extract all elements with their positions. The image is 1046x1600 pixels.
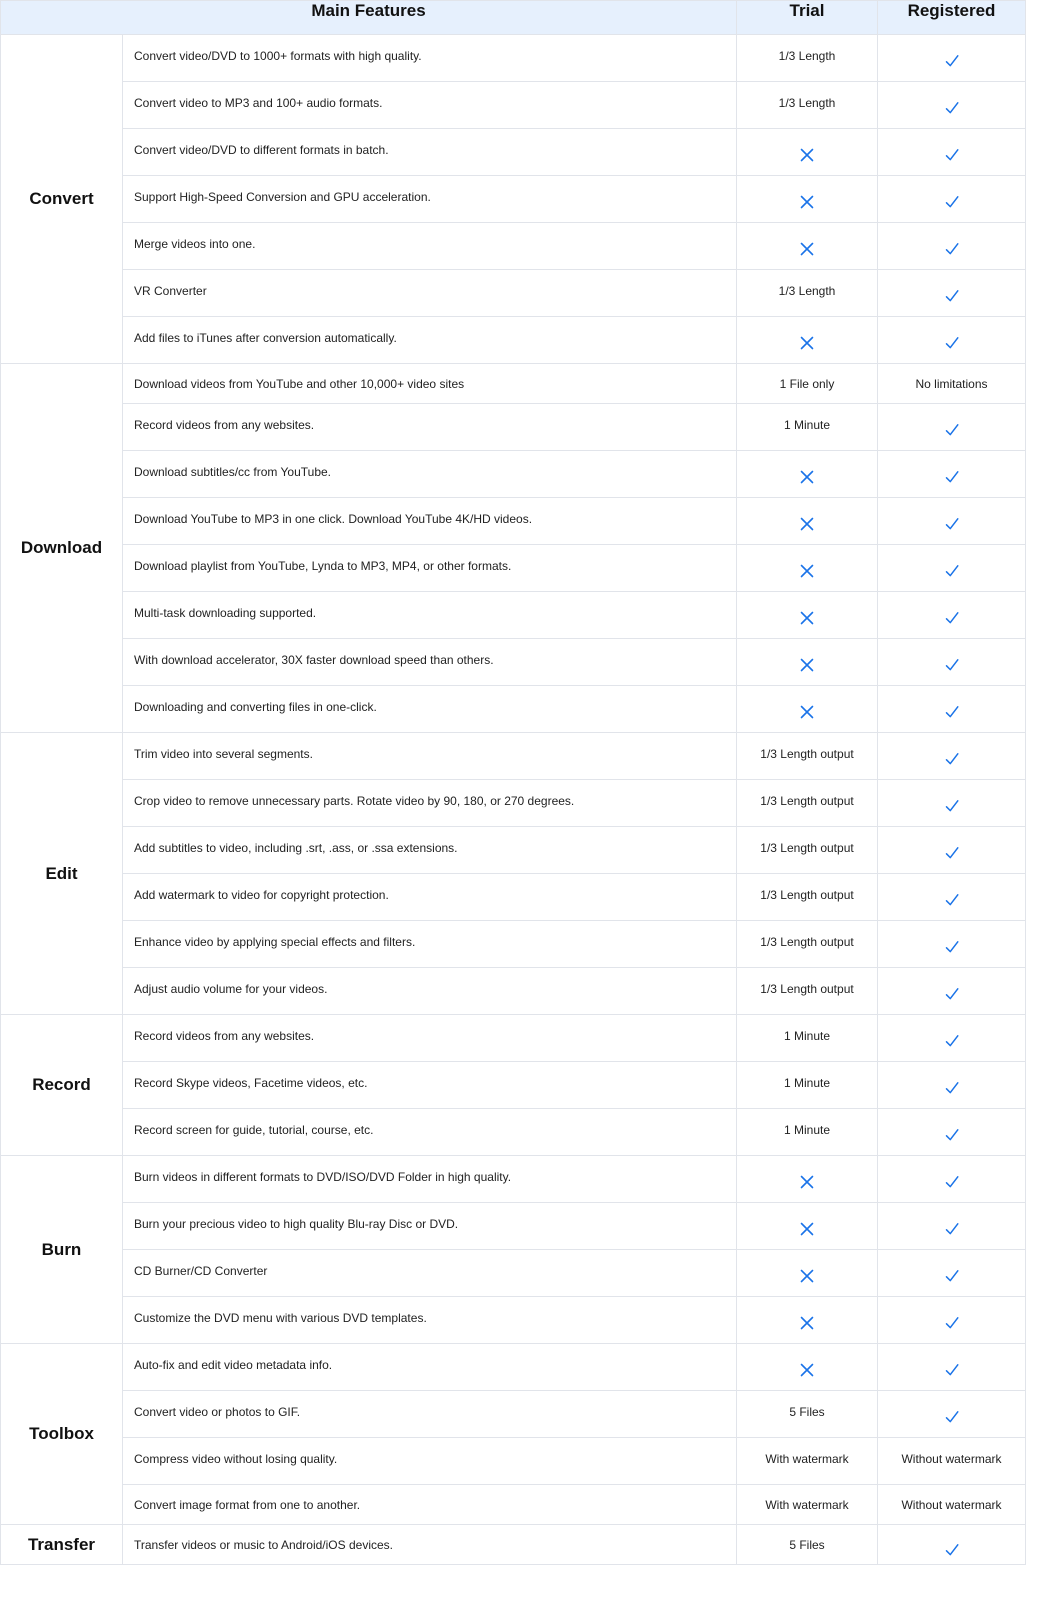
registered-text: Without watermark: [901, 1452, 1002, 1466]
feature-description: Burn videos in different formats to DVD/ISO/DVD Folder in high quality.: [123, 1156, 737, 1203]
feature-description: Enhance video by applying special effects and filters.: [123, 921, 737, 968]
table-row: [1, 1485, 1026, 1525]
feature-description: Burn your precious video to high quality Blu-ray Disc or DVD.: [123, 1203, 737, 1250]
trial-value: [737, 1109, 878, 1156]
check-icon: [944, 610, 960, 626]
feature-description: Multi-task downloading supported.: [123, 592, 737, 639]
trial-text: 1 Minute: [783, 418, 831, 432]
check-icon: [944, 469, 960, 485]
table-row: [1, 968, 1026, 1015]
feature-description: Download videos from YouTube and other 10,000+ video sites: [123, 364, 737, 404]
check-icon: [944, 1174, 960, 1190]
table-row: [1, 1297, 1026, 1344]
trial-text: 1/3 Length: [778, 49, 836, 63]
feature-description: Convert video or photos to GIF.: [123, 1391, 737, 1438]
table-row: [1, 592, 1026, 639]
check-icon: [944, 939, 960, 955]
feature-description: Convert video/DVD to different formats in batch.: [123, 129, 737, 176]
trial-value: [737, 1525, 878, 1565]
feature-description: Record Skype videos, Facetime videos, etc.: [123, 1062, 737, 1109]
trial-text: 1/3 Length: [778, 96, 836, 110]
table-row: [1, 1156, 1026, 1203]
table-row: [1, 1015, 1026, 1062]
trial-text: 5 Files: [789, 1405, 825, 1419]
trial-value: [737, 82, 878, 129]
check-icon: [944, 704, 960, 720]
trial-cell: [737, 176, 878, 223]
check-icon: [944, 1080, 960, 1096]
check-icon: [944, 1409, 960, 1425]
feature-description: Downloading and converting files in one-click.: [123, 686, 737, 733]
table-row: [1, 874, 1026, 921]
trial-value: [737, 827, 878, 874]
check-icon: [944, 1315, 960, 1331]
table-row: [1, 1109, 1026, 1156]
table-row: [1, 733, 1026, 780]
trial-text: 1/3 Length output: [760, 935, 854, 949]
trial-text: 1/3 Length output: [760, 841, 854, 855]
feature-description: Record videos from any websites.: [123, 404, 737, 451]
registered-cell: [878, 545, 1026, 592]
cross-icon: [799, 610, 815, 626]
registered-cell: [878, 780, 1026, 827]
registered-cell: [878, 35, 1026, 82]
trial-text: 1/3 Length output: [760, 982, 854, 996]
table-row: [1, 545, 1026, 592]
feature-description: Add subtitles to video, including .srt, .ass, or .ssa extensions.: [123, 827, 737, 874]
registered-cell: [878, 1062, 1026, 1109]
cross-icon: [799, 1221, 815, 1237]
table-row: [1, 35, 1026, 82]
table-body: [1, 35, 1026, 1565]
feature-description: Record screen for guide, tutorial, course, etc.: [123, 1109, 737, 1156]
trial-cell: [737, 317, 878, 364]
trial-value: [737, 874, 878, 921]
registered-cell: [878, 968, 1026, 1015]
trial-value: [737, 35, 878, 82]
cross-icon: [799, 657, 815, 673]
trial-text: 1/3 Length: [778, 284, 836, 298]
trial-value: [737, 270, 878, 317]
check-icon: [944, 986, 960, 1002]
trial-text: 1/3 Length output: [760, 747, 854, 761]
check-icon: [944, 1033, 960, 1049]
trial-value: [737, 733, 878, 780]
category-transfer: Transfer: [1, 1525, 123, 1565]
table-row: [1, 921, 1026, 968]
feature-description: CD Burner/CD Converter: [123, 1250, 737, 1297]
table-row: [1, 1438, 1026, 1485]
feature-description: Auto-fix and edit video metadata info.: [123, 1344, 737, 1391]
registered-text: No limitations: [915, 377, 988, 391]
check-icon: [944, 194, 960, 210]
trial-value: [737, 1391, 878, 1438]
check-icon: [944, 892, 960, 908]
check-icon: [944, 563, 960, 579]
registered-cell: [878, 498, 1026, 545]
category-toolbox: Toolbox: [1, 1344, 123, 1525]
trial-cell: [737, 592, 878, 639]
feature-description: Merge videos into one.: [123, 223, 737, 270]
cross-icon: [799, 335, 815, 351]
registered-cell: [878, 1297, 1026, 1344]
registered-value: [878, 1485, 1026, 1525]
cross-icon: [799, 469, 815, 485]
registered-cell: [878, 874, 1026, 921]
cross-icon: [799, 1268, 815, 1284]
registered-cell: [878, 270, 1026, 317]
table-row: [1, 1062, 1026, 1109]
registered-cell: [878, 1250, 1026, 1297]
table-row: [1, 82, 1026, 129]
feature-description: Download playlist from YouTube, Lynda to MP3, MP4, or other formats.: [123, 545, 737, 592]
table-row: [1, 639, 1026, 686]
registered-cell: [878, 827, 1026, 874]
trial-text: 1 Minute: [783, 1123, 831, 1137]
feature-description: Add files to iTunes after conversion automatically.: [123, 317, 737, 364]
trial-text: 1/3 Length output: [760, 888, 854, 902]
registered-cell: [878, 82, 1026, 129]
feature-description: Transfer videos or music to Android/iOS devices.: [123, 1525, 737, 1565]
check-icon: [944, 516, 960, 532]
feature-description: VR Converter: [123, 270, 737, 317]
registered-cell: [878, 1391, 1026, 1438]
check-icon: [944, 422, 960, 438]
feature-description: Add watermark to video for copyright protection.: [123, 874, 737, 921]
trial-cell: [737, 1344, 878, 1391]
check-icon: [944, 657, 960, 673]
registered-cell: [878, 733, 1026, 780]
trial-text: 5 Files: [789, 1538, 825, 1552]
check-icon: [944, 288, 960, 304]
registered-cell: [878, 129, 1026, 176]
trial-text: With watermark: [765, 1452, 849, 1466]
table-row: [1, 686, 1026, 733]
registered-cell: [878, 1344, 1026, 1391]
feature-description: Convert image format from one to another.: [123, 1485, 737, 1525]
trial-value: [737, 1438, 878, 1485]
cross-icon: [799, 194, 815, 210]
registered-cell: [878, 1109, 1026, 1156]
header-trial: Trial: [737, 1, 878, 35]
table-row: [1, 317, 1026, 364]
table-row: [1, 780, 1026, 827]
table-row: [1, 451, 1026, 498]
check-icon: [944, 1362, 960, 1378]
registered-cell: [878, 1156, 1026, 1203]
feature-description: Trim video into several segments.: [123, 733, 737, 780]
table-header-row: [1, 1, 1026, 35]
registered-cell: [878, 921, 1026, 968]
feature-description: Record videos from any websites.: [123, 1015, 737, 1062]
registered-value: [878, 1438, 1026, 1485]
header-features: Main Features: [1, 1, 737, 35]
feature-description: Convert video to MP3 and 100+ audio formats.: [123, 82, 737, 129]
trial-value: [737, 780, 878, 827]
table-row: [1, 498, 1026, 545]
feature-description: Compress video without losing quality.: [123, 1438, 737, 1485]
trial-cell: [737, 1297, 878, 1344]
table-row: [1, 129, 1026, 176]
cross-icon: [799, 241, 815, 257]
check-icon: [944, 147, 960, 163]
table-row: [1, 827, 1026, 874]
trial-cell: [737, 1203, 878, 1250]
cross-icon: [799, 1174, 815, 1190]
table-row: [1, 1250, 1026, 1297]
trial-cell: [737, 1250, 878, 1297]
trial-cell: [737, 129, 878, 176]
trial-cell: [737, 223, 878, 270]
feature-description: Adjust audio volume for your videos.: [123, 968, 737, 1015]
trial-cell: [737, 498, 878, 545]
table-row: [1, 404, 1026, 451]
feature-description: Convert video/DVD to 1000+ formats with high quality.: [123, 35, 737, 82]
check-icon: [944, 751, 960, 767]
table-row: [1, 176, 1026, 223]
check-icon: [944, 241, 960, 257]
trial-cell: [737, 451, 878, 498]
check-icon: [944, 1268, 960, 1284]
trial-text: 1/3 Length output: [760, 794, 854, 808]
trial-cell: [737, 686, 878, 733]
table-row: [1, 223, 1026, 270]
table-row: [1, 364, 1026, 404]
category-download: Download: [1, 364, 123, 733]
feature-description: Support High-Speed Conversion and GPU acceleration.: [123, 176, 737, 223]
check-icon: [944, 845, 960, 861]
trial-value: [737, 1485, 878, 1525]
trial-text: With watermark: [765, 1498, 849, 1512]
category-record: Record: [1, 1015, 123, 1156]
table-row: [1, 1203, 1026, 1250]
cross-icon: [799, 704, 815, 720]
cross-icon: [799, 516, 815, 532]
registered-text: Without watermark: [901, 1498, 1002, 1512]
category-edit: Edit: [1, 733, 123, 1015]
check-icon: [944, 335, 960, 351]
trial-cell: [737, 1156, 878, 1203]
check-icon: [944, 100, 960, 116]
trial-text: 1 Minute: [783, 1029, 831, 1043]
header-registered: Registered: [878, 1, 1026, 35]
feature-description: With download accelerator, 30X faster download speed than others.: [123, 639, 737, 686]
registered-cell: [878, 223, 1026, 270]
feature-description: Customize the DVD menu with various DVD templates.: [123, 1297, 737, 1344]
trial-cell: [737, 545, 878, 592]
cross-icon: [799, 1362, 815, 1378]
trial-value: [737, 1015, 878, 1062]
table-row: [1, 1391, 1026, 1438]
registered-value: [878, 364, 1026, 404]
trial-value: [737, 921, 878, 968]
registered-cell: [878, 686, 1026, 733]
trial-text: 1 Minute: [783, 1076, 831, 1090]
trial-cell: [737, 639, 878, 686]
registered-cell: [878, 176, 1026, 223]
feature-description: Crop video to remove unnecessary parts. Rotate video by 90, 180, or 270 degrees.: [123, 780, 737, 827]
category-burn: Burn: [1, 1156, 123, 1344]
check-icon: [944, 1542, 960, 1558]
registered-cell: [878, 317, 1026, 364]
registered-cell: [878, 1525, 1026, 1565]
feature-description: Download YouTube to MP3 in one click. Download YouTube 4K/HD videos.: [123, 498, 737, 545]
trial-value: [737, 364, 878, 404]
check-icon: [944, 53, 960, 69]
trial-text: 1 File only: [779, 377, 835, 391]
check-icon: [944, 798, 960, 814]
feature-description: Download subtitles/cc from YouTube.: [123, 451, 737, 498]
cross-icon: [799, 147, 815, 163]
registered-cell: [878, 639, 1026, 686]
check-icon: [944, 1127, 960, 1143]
registered-cell: [878, 404, 1026, 451]
registered-cell: [878, 592, 1026, 639]
table-row: [1, 1525, 1026, 1565]
trial-value: [737, 404, 878, 451]
registered-cell: [878, 1015, 1026, 1062]
trial-value: [737, 1062, 878, 1109]
cross-icon: [799, 563, 815, 579]
table-row: [1, 1344, 1026, 1391]
registered-cell: [878, 451, 1026, 498]
category-convert: Convert: [1, 35, 123, 364]
cross-icon: [799, 1315, 815, 1331]
check-icon: [944, 1221, 960, 1237]
registered-cell: [878, 1203, 1026, 1250]
table-row: [1, 270, 1026, 317]
trial-value: [737, 968, 878, 1015]
